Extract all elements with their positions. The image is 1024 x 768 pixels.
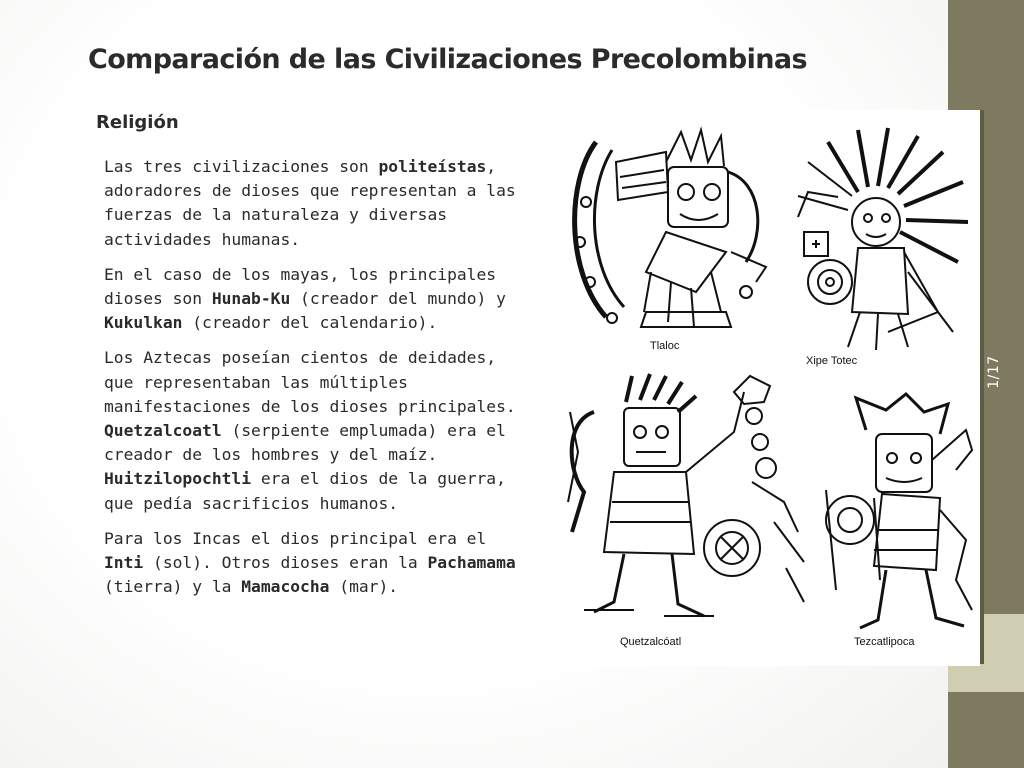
quetzalcoatl-drawing bbox=[554, 372, 816, 636]
body-text bbox=[104, 155, 524, 610]
paragraph-maya bbox=[104, 263, 524, 336]
text-run: (creador del mundo) y bbox=[290, 289, 506, 309]
text-run: era el dios de la guerra, que pedía sacrificios humanos. bbox=[104, 469, 506, 513]
slide-subtitle: Religión bbox=[96, 112, 179, 133]
text-run: Para los Incas el dios principal era el bbox=[104, 528, 487, 548]
paragraph-aztec bbox=[104, 346, 524, 515]
gods-illustration bbox=[548, 110, 980, 666]
page-number: 1/17 bbox=[986, 355, 1002, 389]
text-run: (creador del calendario). bbox=[182, 313, 438, 333]
text-run: Las tres civilizaciones son bbox=[104, 157, 379, 176]
xipe-totec-drawing bbox=[768, 122, 978, 357]
text-run: (tierra) y la bbox=[104, 577, 242, 597]
bold-term: politeístas bbox=[378, 157, 487, 176]
label-tlaloc: Tlaloc bbox=[650, 340, 680, 352]
bold-term: Hunab-Ku bbox=[211, 289, 291, 309]
label-quetzalcoatl: Quetzalcóatl bbox=[620, 636, 682, 648]
text-run: En el caso de los mayas, los principales dioses son bbox=[104, 264, 497, 309]
text-run: (serpiente emplumada) era el creador de los hombres y del maíz. bbox=[104, 421, 506, 465]
text-run: , adoradores de dioses que representan a las fuerzas de la naturaleza y diversas actividades humanas. bbox=[104, 157, 516, 249]
bold-term: Huitzilopochtli bbox=[104, 469, 252, 489]
paragraph-inca bbox=[104, 527, 524, 600]
text-run: (mar). bbox=[329, 577, 399, 597]
slide-title: Comparación de las Civilizaciones Precolombinas bbox=[88, 44, 807, 75]
bold-term: Mamacocha bbox=[241, 577, 330, 597]
tezcatlipoca-drawing bbox=[816, 390, 976, 638]
text-run: Los Aztecas poseían cientos de deidades, que representaban las múltiples manifestaciones de los dioses principales. bbox=[104, 348, 516, 416]
bold-term: Pachamama bbox=[427, 553, 516, 573]
paragraph-polytheism bbox=[104, 155, 524, 252]
side-bar-strip bbox=[980, 110, 984, 664]
bold-term: Inti bbox=[104, 553, 144, 573]
text-run: (sol). Otros dioses eran la bbox=[143, 553, 428, 573]
label-tezcatlipoca: Tezcatlipoca bbox=[854, 636, 915, 648]
label-xipe-totec: Xipe Totec bbox=[806, 355, 858, 367]
bold-term: Kukulkan bbox=[104, 313, 183, 333]
tlaloc-drawing bbox=[556, 122, 776, 342]
bold-term: Quetzalcoatl bbox=[104, 421, 222, 441]
